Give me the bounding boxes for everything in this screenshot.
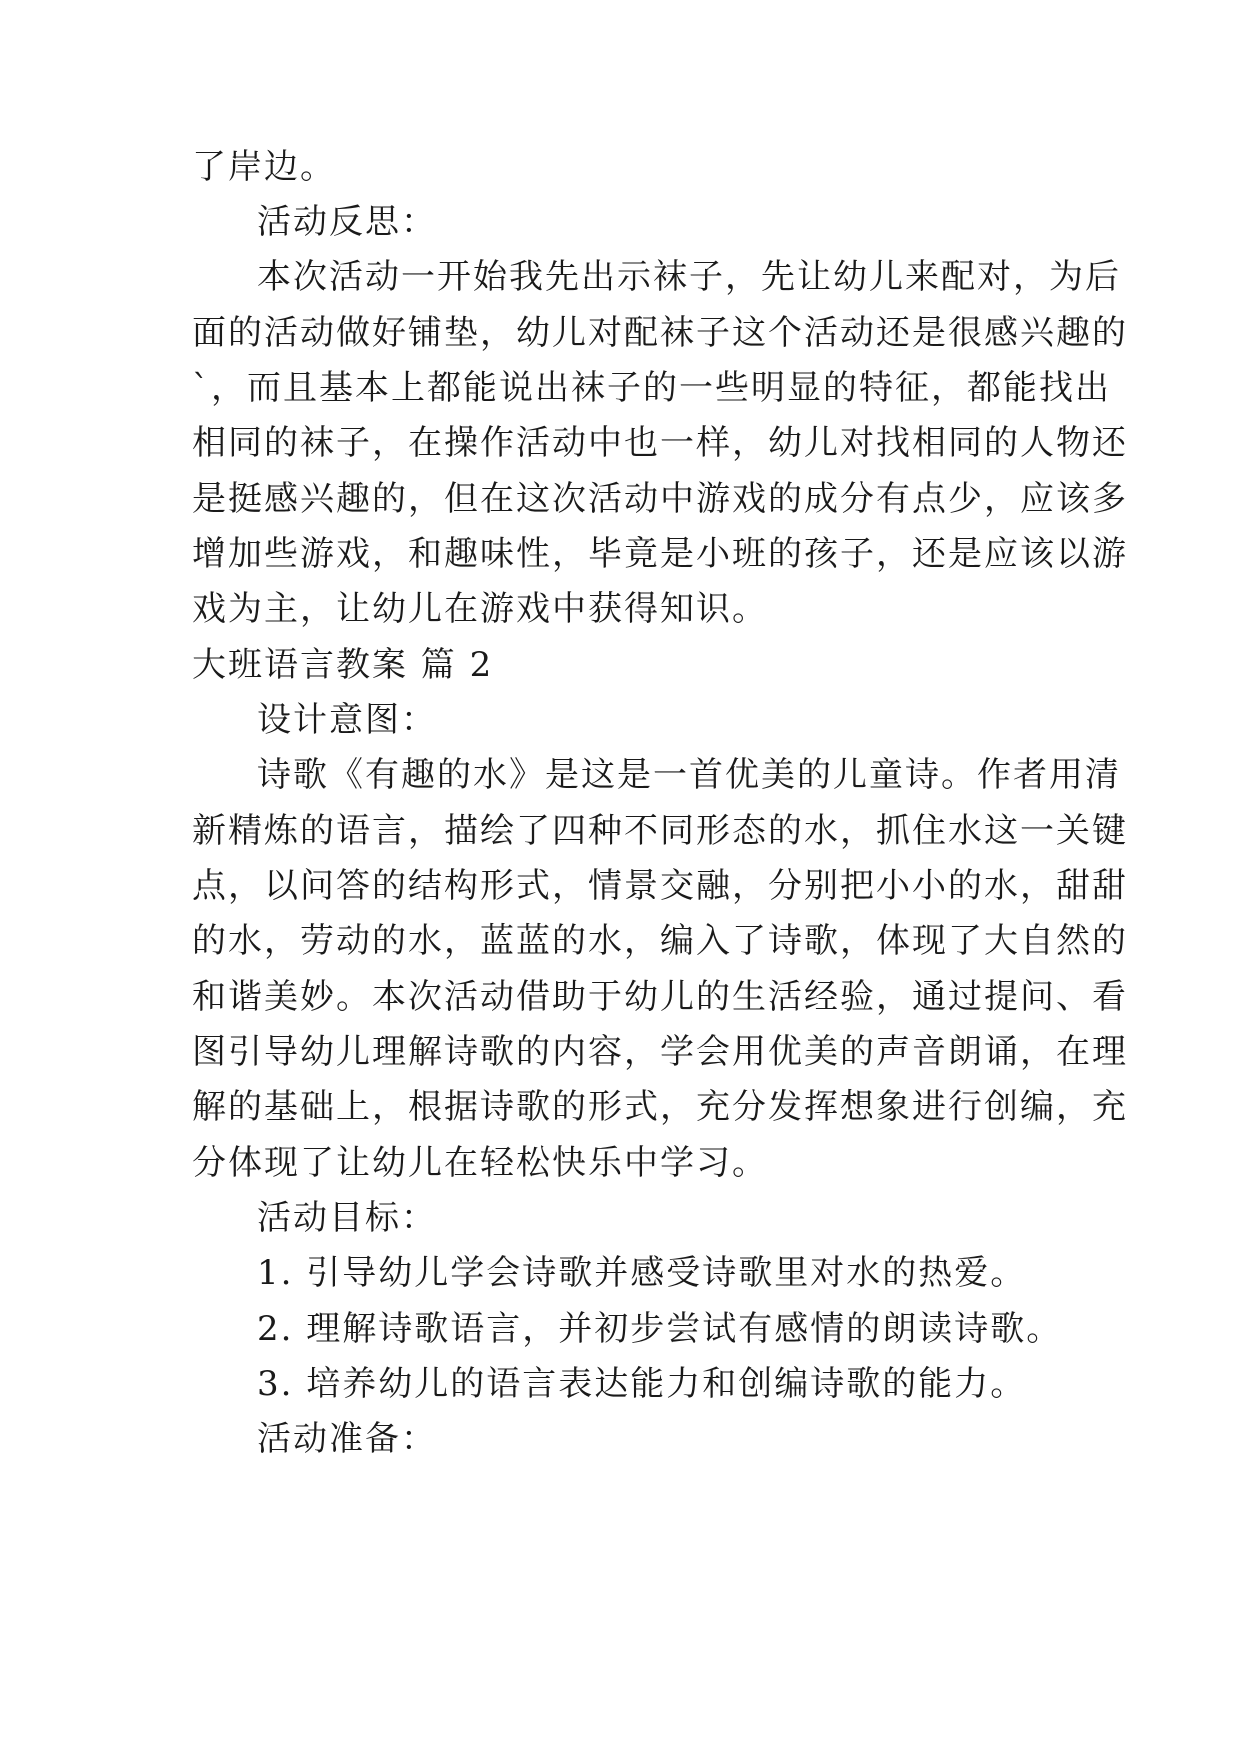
reflection-line: `，而且基本上都能说出袜子的一些明显的特征，都能找出 [192, 368, 1111, 408]
design-heading: 设计意图： [257, 700, 437, 740]
design-line: 图引导幼儿理解诗歌的内容，学会用优美的声音朗诵，在理 [192, 1032, 1128, 1072]
reflection-line: 本次活动一开始我先出示袜子，先让幼儿来配对，为后 [257, 257, 1121, 297]
design-line: 解的基础上，根据诗歌的形式，充分发挥想象进行创编，充 [192, 1087, 1128, 1127]
reflection-line: 面的活动做好铺垫，幼儿对配袜子这个活动还是很感兴趣的 [192, 313, 1128, 353]
goal-item: 2. 理解诗歌语言，并初步尝试有感情的朗读诗歌。 [257, 1309, 1063, 1349]
goal-item: 3. 培养幼儿的语言表达能力和创编诗歌的能力。 [257, 1364, 1027, 1404]
section-title: 大班语言教案 篇 2 [192, 645, 494, 685]
design-line: 和谐美妙。本次活动借助于幼儿的生活经验，通过提问、看 [192, 977, 1128, 1017]
reflection-line: 相同的袜子，在操作活动中也一样，幼儿对找相同的人物还 [192, 423, 1128, 463]
design-line: 点，以问答的结构形式，情景交融，分别把小小的水，甜甜 [192, 866, 1128, 906]
continuation-text: 了岸边。 [192, 147, 336, 187]
goal-item: 1. 引导幼儿学会诗歌并感受诗歌里对水的热爱。 [257, 1253, 1027, 1293]
goals-heading: 活动目标： [257, 1198, 437, 1238]
design-line: 分体现了让幼儿在轻松快乐中学习。 [192, 1143, 768, 1183]
prep-heading: 活动准备： [257, 1419, 437, 1459]
design-line: 新精炼的语言，描绘了四种不同形态的水，抓住水这一关键 [192, 811, 1128, 851]
design-line: 诗歌《有趣的水》是这是一首优美的儿童诗。作者用清 [257, 755, 1121, 795]
reflection-heading: 活动反思： [257, 202, 437, 242]
reflection-line: 戏为主，让幼儿在游戏中获得知识。 [192, 589, 768, 629]
reflection-line: 是挺感兴趣的，但在这次活动中游戏的成分有点少，应该多 [192, 479, 1128, 519]
design-line: 的水，劳动的水，蓝蓝的水，编入了诗歌，体现了大自然的 [192, 921, 1128, 961]
reflection-line: 增加些游戏，和趣味性，毕竟是小班的孩子，还是应该以游 [192, 534, 1128, 574]
